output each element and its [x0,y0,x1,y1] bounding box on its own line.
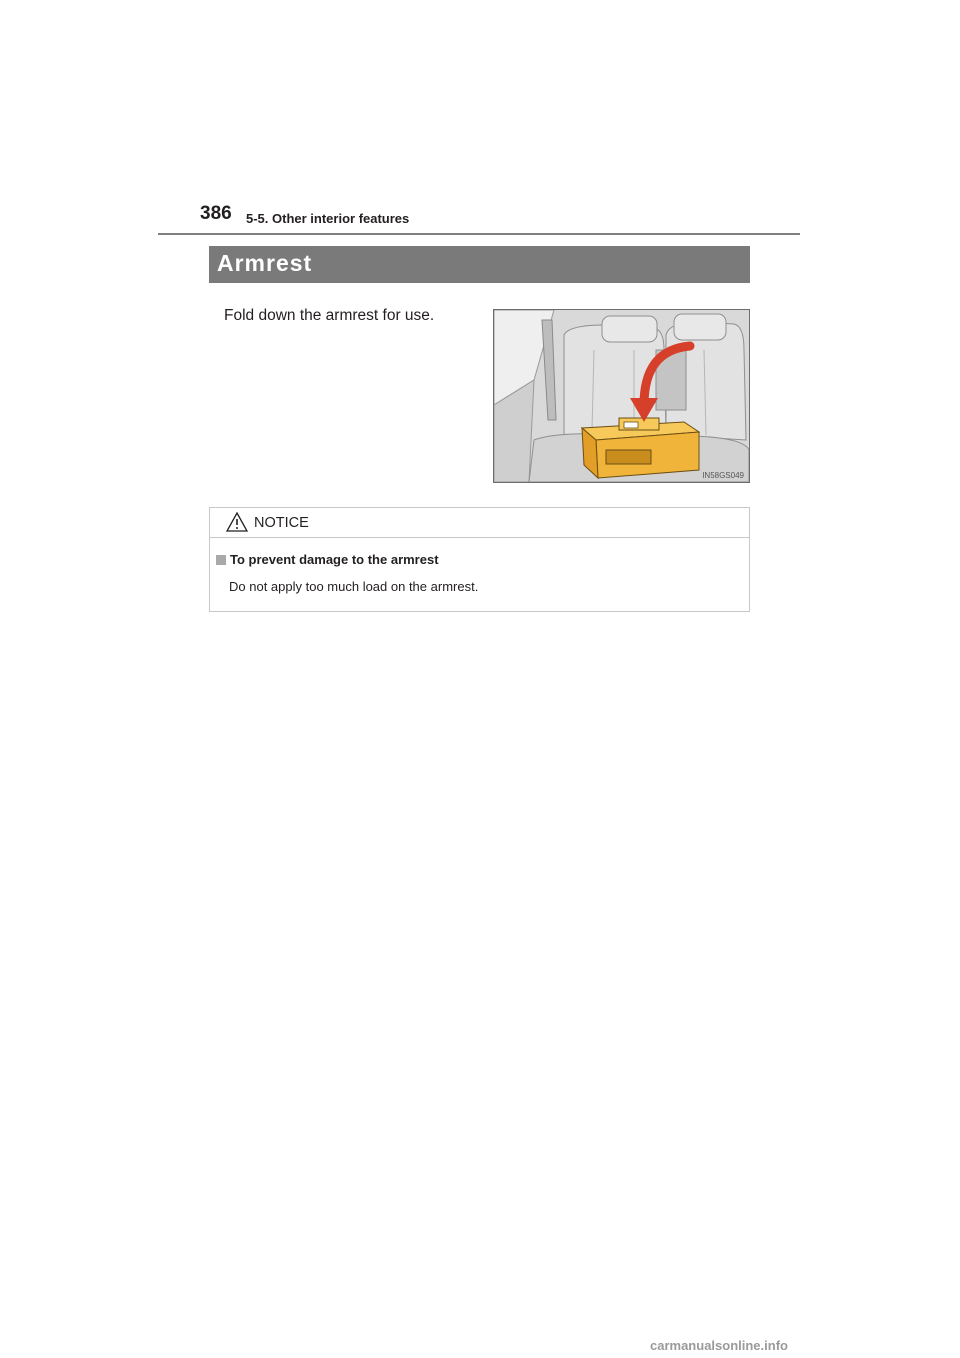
notice-item-title-text: To prevent damage to the armrest [230,552,439,567]
armrest-shape [582,418,699,478]
section-label: 5-5. Other interior features [246,211,410,226]
watermark: carmanualsonline.info [650,1338,788,1353]
rear-seat-illustration [494,310,749,482]
armrest-illustration [493,309,750,483]
notice-label: NOTICE [254,515,309,531]
figure-code: IN58GS049 [702,471,744,480]
notice-box [209,507,750,612]
notice-item-title [216,552,439,567]
notice-header [210,508,749,538]
page-number: 386 [200,203,232,224]
square-bullet-icon [216,555,226,565]
warning-triangle-icon [226,512,248,532]
instruction-text: Fold down the armrest for use. [224,307,435,324]
section-title: Armrest [217,250,313,276]
section-title-bar [209,246,750,283]
header-rule [158,233,800,235]
notice-item-body: Do not apply too much load on the armrest. [229,579,479,594]
